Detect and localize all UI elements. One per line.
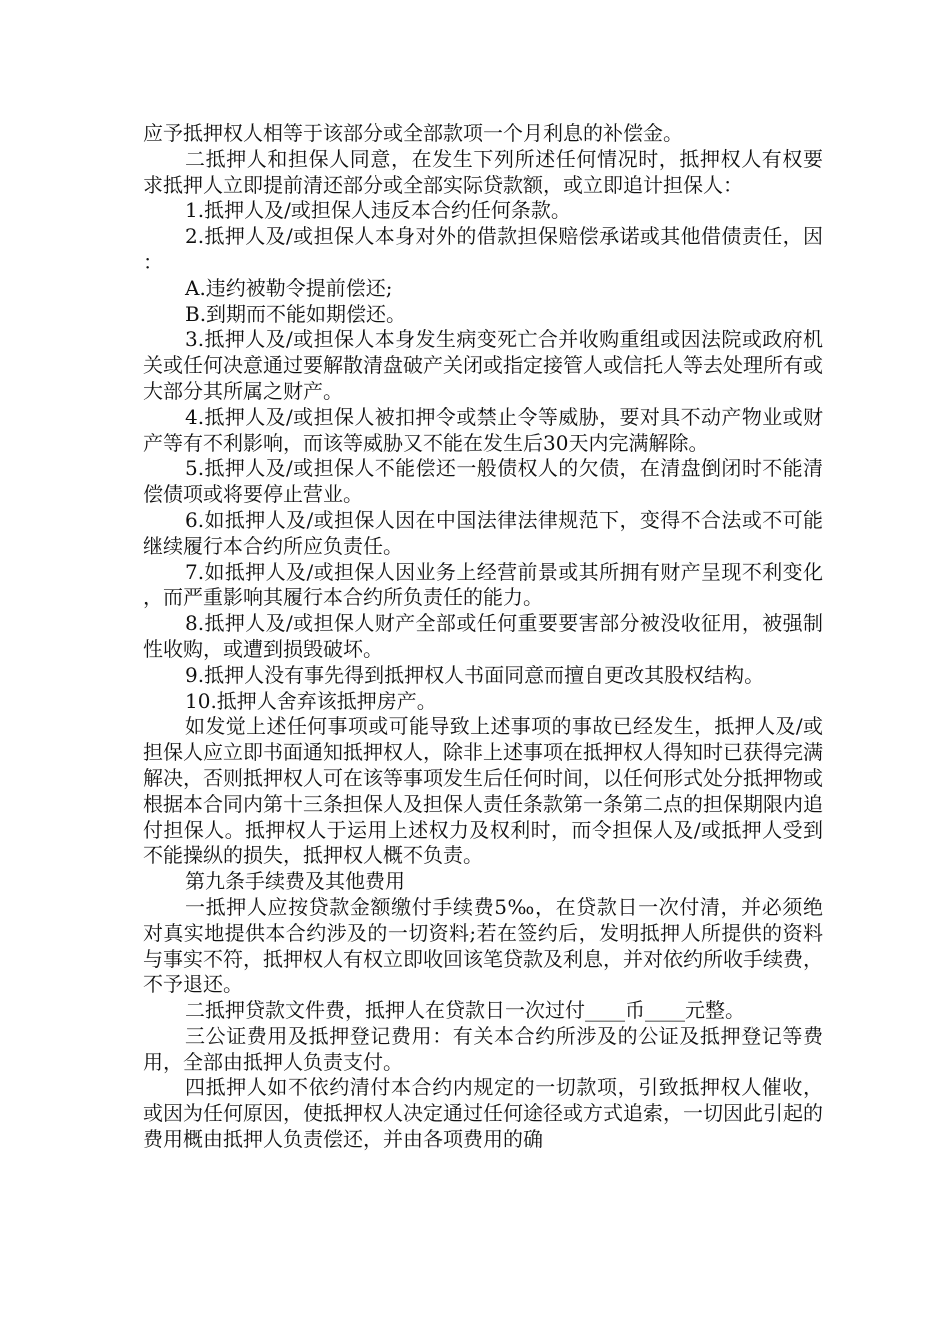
paragraph-19: 三公证费用及抵押登记费用：有关本合约所涉及的公证及抵押登记等费用，全部由抵押人负责支付。: [143, 1023, 823, 1074]
paragraph-4: 2.抵押人及/或担保人本身对外的借款担保赔偿承诺或其他借债责任，因：: [143, 224, 823, 274]
paragraph-13: 9.抵押人没有事先得到抵押权人书面同意而擅自更改其股权结构。: [185, 662, 765, 687]
paragraph-9: 5.抵押人及/或担保人不能偿还一般债权人的欠债，在清盘倒闭时不能清偿债项或将要停止营业。: [143, 456, 823, 507]
paragraph-10: 6.如抵押人及/或担保人因在中国法律法律规范下，变得不合法或不可能继续履行本合约所应负责任。: [143, 507, 823, 558]
paragraph-20: 四抵押人如不依约清付本合约内规定的一切款项，引致抵押权人催收，或因为任何原因，使抵押权人决定通过任何途径或方式追索，一切因此引起的费用概由抵押人负责偿还，并由各项费用的确: [143, 1075, 823, 1152]
paragraph-6: B.到期而不能如期偿还。: [185, 301, 407, 326]
paragraph-17: 一抵押人应按贷款金额缴付手续费5‰，在贷款日一次付清，并必须绝对真实地提供本合约涉及的一切资料;若在签约后，发明抵押人所提供的资料与事实不符，抵押权人有权立即收回该笔贷款及利息，并对依约所收手续费，不予退还。: [143, 894, 823, 997]
paragraph-1: 应予抵押权人相等于该部分或全部款项一个月利息的补偿金。: [143, 121, 683, 145]
paragraph-7: 3.抵押人及/或担保人本身发生病变死亡合并收购重组或因法院或政府机关或任何决意通过要解散清盘破产关闭或指定接管人或信托人等去处理所有或大部分其所属之财产。: [143, 327, 823, 403]
paragraph-14: 10.抵押人舍弃该抵押房产。: [185, 688, 437, 713]
document-body: [143, 121, 823, 1153]
section-heading-article-9: 第九条手续费及其他费用: [185, 869, 405, 894]
paragraph-5: A.违约被勒令提前偿还;: [185, 275, 393, 300]
paragraph-2: 二抵押人和担保人同意，在发生下列所述任何情况时，抵押权人有权要求抵押人立即提前清还部分或全部实际贷款额，或立即追计担保人：: [143, 146, 823, 197]
paragraph-15: 如发觉上述任何事项或可能导致上述事项的事故已经发生，抵押人及/或担保人应立即书面通知抵押权人，除非上述事项在抵押权人得知时已获得完满解决，否则抵押权人可在该等事项发生后任何时间，以任何形式处分抵押物或根据本合同内第十三条担保人及担保人责任条款第一条第二点的担保期限内追付担保人。抵押权人于运用上述权力及权利时，而令担保人及/或抵押人受到不能操纵的损失，抵押权人概不负责。: [143, 714, 823, 868]
paragraph-18: 二抵押贷款文件费，抵押人在贷款日一次过付____币____元整。: [185, 998, 745, 1023]
paragraph-8: 4.抵押人及/或担保人被扣押令或禁止令等威胁，要对具不动产物业或财产等有不利影响，而该等威胁又不能在发生后30天内完满解除。: [143, 404, 823, 455]
paragraph-11: 7.如抵押人及/或担保人因业务上经营前景或其所拥有财产呈现不利变化，而严重影响其履行本合约所负责任的能力。: [143, 559, 823, 610]
paragraph-3: 1.抵押人及/或担保人违反本合约任何条款。: [185, 198, 571, 223]
paragraph-12: 8.抵押人及/或担保人财产全部或任何重要要害部分被没收征用，被强制性收购，或遭到损毁破坏。: [143, 611, 823, 661]
